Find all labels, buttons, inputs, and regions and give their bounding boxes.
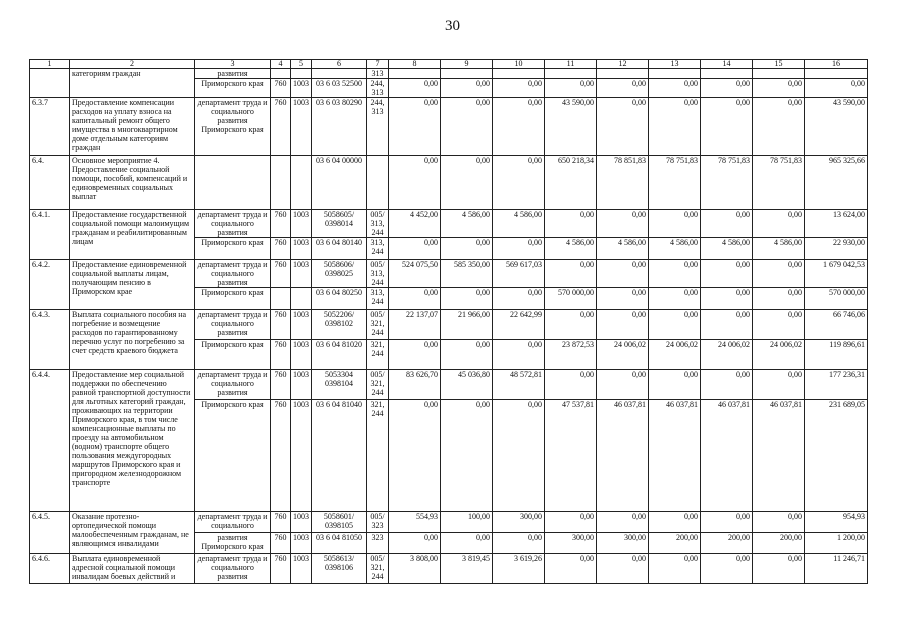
table-cell: [367, 156, 389, 210]
table-cell: 03 6 04 81020: [312, 340, 367, 370]
row-name-cell: Выплата единовременной адресной социальной помощи инвалидам боевых действий и: [70, 554, 195, 584]
row-number-cell: 6.4.1.: [30, 210, 70, 260]
table-cell: департамент труда и социального развития: [195, 260, 271, 288]
table-cell: 4 452,00: [389, 210, 441, 238]
table-cell: департамент труда и социального развития: [195, 310, 271, 340]
table-cell: 47 537,81: [545, 400, 597, 512]
table-cell: 554,93: [389, 512, 441, 533]
row-number-cell: 6.4.3.: [30, 310, 70, 370]
table-cell: 0,00: [389, 533, 441, 554]
column-header: 13: [649, 60, 701, 69]
table-cell: 23 872,53: [545, 340, 597, 370]
table-cell: Приморского края: [195, 238, 271, 260]
table-cell: 0,00: [441, 340, 493, 370]
table-cell: 0,00: [597, 288, 649, 310]
table-cell: 4 586,00: [545, 238, 597, 260]
table-cell: 0,00: [753, 98, 805, 156]
table-cell: 0,00: [701, 98, 753, 156]
table-cell: [312, 69, 367, 79]
table-cell: 1003: [291, 370, 312, 400]
table-cell: 323: [367, 533, 389, 554]
column-header: 14: [701, 60, 753, 69]
table-cell: 0,00: [441, 98, 493, 156]
table-cell: 0,00: [389, 98, 441, 156]
column-header: 2: [70, 60, 195, 69]
table-cell: 0,00: [545, 310, 597, 340]
table-cell: 0,00: [805, 79, 868, 98]
table-cell: 0,00: [649, 554, 701, 584]
table-cell: 0,00: [649, 288, 701, 310]
table-cell: [389, 69, 441, 79]
table-cell: 5058613/ 0398106: [312, 554, 367, 584]
column-header: 7: [367, 60, 389, 69]
row-name-cell: Предоставление мер социальной поддержки по обеспечению равной транспортной доступности для льготных категорий граждан, проживающих на территории Приморского края, в том числе компенсационные выплаты по проезду на автомобильном (водном) транспорте общего пользования междугородных маршрутов Приморского края и пригородном железнодорожном транспорте: [70, 370, 195, 512]
table-cell: 24 006,02: [649, 340, 701, 370]
column-header: 6: [312, 60, 367, 69]
table-cell: 03 6 04 81050: [312, 533, 367, 554]
row-number-cell: 6.4.5.: [30, 512, 70, 554]
table-cell: 1003: [291, 533, 312, 554]
table-cell: 4 586,00: [597, 238, 649, 260]
column-header: 1: [30, 60, 70, 69]
table-cell: [291, 288, 312, 310]
row-name-cell: категориям граждан: [70, 69, 195, 98]
table-cell: [597, 69, 649, 79]
row-number-cell: 6.4.6.: [30, 554, 70, 584]
table-row: [30, 210, 868, 238]
table-cell: 83 626,70: [389, 370, 441, 400]
table-cell: 24 006,02: [701, 340, 753, 370]
table-cell: 005/ 321, 244: [367, 554, 389, 584]
table-cell: 3 619,26: [493, 554, 545, 584]
table-cell: 24 006,02: [753, 340, 805, 370]
table-cell: 0,00: [597, 260, 649, 288]
column-header: 8: [389, 60, 441, 69]
table-cell: 5053304 0398104: [312, 370, 367, 400]
table-cell: 005/ 321, 244: [367, 310, 389, 340]
table-cell: 0,00: [545, 210, 597, 238]
table-cell: 0,00: [493, 288, 545, 310]
row-number-cell: 6.4.2.: [30, 260, 70, 310]
table-cell: 03 6 04 80250: [312, 288, 367, 310]
table-cell: департамент труда и социального: [195, 512, 271, 533]
column-header-row: [30, 60, 868, 69]
table-cell: 760: [271, 370, 291, 400]
table-cell: 965 325,66: [805, 156, 868, 210]
table-cell: [701, 69, 753, 79]
table-cell: 0,00: [649, 79, 701, 98]
table-row: [30, 370, 868, 400]
table-row: [30, 69, 868, 79]
table-cell: 0,00: [441, 533, 493, 554]
table-cell: 1 200,00: [805, 533, 868, 554]
table-cell: Приморского края: [195, 288, 271, 310]
table-cell: 0,00: [753, 210, 805, 238]
table-cell: 0,00: [441, 288, 493, 310]
table-cell: 200,00: [649, 533, 701, 554]
table-cell: 0,00: [493, 238, 545, 260]
table-cell: 1003: [291, 400, 312, 512]
table-cell: [195, 156, 271, 210]
table-cell: 100,00: [441, 512, 493, 533]
table-cell: 0,00: [545, 79, 597, 98]
table-row: [30, 98, 868, 156]
table-cell: 0,00: [493, 98, 545, 156]
row-number-cell: [30, 69, 70, 98]
table-cell: 1003: [291, 260, 312, 288]
row-number-cell: 6.3.7: [30, 98, 70, 156]
page-number: 30: [445, 18, 460, 34]
table-cell: 4 586,00: [649, 238, 701, 260]
table-cell: 46 037,81: [701, 400, 753, 512]
table-cell: 0,00: [441, 238, 493, 260]
table-cell: 0,00: [753, 370, 805, 400]
table-cell: 0,00: [389, 400, 441, 512]
table-cell: [271, 69, 291, 79]
table-cell: 524 075,50: [389, 260, 441, 288]
row-name-cell: Предоставление государственной социальной помощи малоимущим гражданам и реабилитированным лицам: [70, 210, 195, 260]
table-cell: 570 000,00: [545, 288, 597, 310]
table-cell: 11 246,71: [805, 554, 868, 584]
table-cell: [753, 69, 805, 79]
table-cell: 0,00: [649, 98, 701, 156]
table-cell: департамент труда и социального развития Приморского края: [195, 98, 271, 156]
table-cell: 760: [271, 554, 291, 584]
table-cell: 03 6 03 52500: [312, 79, 367, 98]
table-cell: [271, 156, 291, 210]
table-cell: 0,00: [597, 554, 649, 584]
row-name-cell: Выплата социального пособия на погребение и возмещение расходов по гарантированному перечню услуг по погребению за счет средств краевого бюджета: [70, 310, 195, 370]
table-cell: 0,00: [597, 310, 649, 340]
table-cell: 321, 244: [367, 340, 389, 370]
table-cell: 48 572,81: [493, 370, 545, 400]
table-cell: 0,00: [441, 156, 493, 210]
table-cell: 0,00: [753, 310, 805, 340]
table-cell: 0,00: [701, 210, 753, 238]
table-cell: 005/ 313, 244: [367, 210, 389, 238]
table-cell: 1003: [291, 238, 312, 260]
column-header: 16: [805, 60, 868, 69]
table-cell: развития Приморского края: [195, 533, 271, 554]
column-header: 11: [545, 60, 597, 69]
table-cell: 005/ 321, 244: [367, 370, 389, 400]
table-cell: 78 851,83: [597, 156, 649, 210]
table-cell: [805, 69, 868, 79]
table-cell: 24 006,02: [597, 340, 649, 370]
table-cell: 46 037,81: [649, 400, 701, 512]
table-cell: 3 808,00: [389, 554, 441, 584]
table-cell: департамент труда и социального развития: [195, 554, 271, 584]
table-cell: [271, 288, 291, 310]
table-cell: 0,00: [597, 210, 649, 238]
table-cell: 954,93: [805, 512, 868, 533]
table-cell: 650 218,34: [545, 156, 597, 210]
table-cell: 0,00: [701, 310, 753, 340]
table-cell: 300,00: [545, 533, 597, 554]
table-cell: 760: [271, 310, 291, 340]
table-cell: 3 819,45: [441, 554, 493, 584]
table-row: [30, 260, 868, 288]
table-cell: 66 746,06: [805, 310, 868, 340]
column-header: 5: [291, 60, 312, 69]
row-number-cell: 6.4.4.: [30, 370, 70, 512]
table-cell: 760: [271, 79, 291, 98]
budget-table: [29, 59, 868, 584]
table-row: [30, 554, 868, 584]
row-name-cell: Предоставление единовременной социальной выплаты лицам, получающим пенсию в Приморском крае: [70, 260, 195, 310]
table-cell: 0,00: [649, 370, 701, 400]
table-cell: 0,00: [389, 79, 441, 98]
table-cell: 0,00: [493, 533, 545, 554]
table-cell: 03 6 04 00000: [312, 156, 367, 210]
column-header: 3: [195, 60, 271, 69]
table-cell: 0,00: [597, 512, 649, 533]
column-header: 15: [753, 60, 805, 69]
table-cell: 231 689,05: [805, 400, 868, 512]
table-cell: 0,00: [649, 260, 701, 288]
table-cell: Приморского края: [195, 340, 271, 370]
row-name-cell: Оказание протезно-ортопедической помощи малообеспеченным гражданам, не являющимся инвалидами: [70, 512, 195, 554]
table-cell: 569 617,03: [493, 260, 545, 288]
table-cell: 13 624,00: [805, 210, 868, 238]
table-cell: 0,00: [701, 554, 753, 584]
table-cell: 760: [271, 512, 291, 533]
table-cell: 03 6 04 80140: [312, 238, 367, 260]
column-header: 10: [493, 60, 545, 69]
table-cell: 4 586,00: [441, 210, 493, 238]
table-cell: 1003: [291, 79, 312, 98]
table-cell: 1003: [291, 554, 312, 584]
table-cell: 0,00: [389, 156, 441, 210]
row-number-cell: 6.4.: [30, 156, 70, 210]
table-cell: 0,00: [493, 400, 545, 512]
table-cell: 22 137,07: [389, 310, 441, 340]
table-cell: 321, 244: [367, 400, 389, 512]
table-cell: 0,00: [597, 79, 649, 98]
row-name-cell: Предоставление компенсации расходов на уплату взноса на капитальный ремонт общего имущества в многоквартирном доме отдельным категориям граждан: [70, 98, 195, 156]
table-cell: 22 930,00: [805, 238, 868, 260]
table-cell: 760: [271, 238, 291, 260]
table-cell: 0,00: [545, 370, 597, 400]
column-header: 4: [271, 60, 291, 69]
table-cell: 0,00: [701, 260, 753, 288]
table-cell: 0,00: [493, 79, 545, 98]
table-cell: 0,00: [701, 79, 753, 98]
table-cell: 03 6 04 81040: [312, 400, 367, 512]
table-cell: 0,00: [753, 260, 805, 288]
table-cell: 0,00: [753, 554, 805, 584]
table-cell: 760: [271, 533, 291, 554]
table-cell: 0,00: [597, 370, 649, 400]
table-cell: 0,00: [701, 370, 753, 400]
table-cell: 313: [367, 69, 389, 79]
table-cell: 200,00: [753, 533, 805, 554]
column-header: 9: [441, 60, 493, 69]
table-cell: 1003: [291, 210, 312, 238]
table-cell: 585 350,00: [441, 260, 493, 288]
table-cell: 0,00: [545, 512, 597, 533]
table-cell: 0,00: [441, 400, 493, 512]
table-cell: 760: [271, 210, 291, 238]
table-cell: 0,00: [753, 79, 805, 98]
table-cell: 1003: [291, 512, 312, 533]
table-cell: 0,00: [441, 79, 493, 98]
table-cell: 313, 244: [367, 288, 389, 310]
table-cell: 43 590,00: [805, 98, 868, 156]
table-cell: 0,00: [389, 288, 441, 310]
table-cell: 0,00: [701, 288, 753, 310]
table-cell: 46 037,81: [597, 400, 649, 512]
table-cell: 5058606/ 0398025: [312, 260, 367, 288]
table-cell: 43 590,00: [545, 98, 597, 156]
table-cell: 005/ 313, 244: [367, 260, 389, 288]
table-cell: 22 642,99: [493, 310, 545, 340]
table-cell: 78 751,83: [701, 156, 753, 210]
row-name-cell: Основное мероприятие 4. Предоставление социальной помощи, пособий, компенсаций и единовременных социальных выплат: [70, 156, 195, 210]
table-cell: 760: [271, 260, 291, 288]
table-cell: департамент труда и социального развития: [195, 210, 271, 238]
table-cell: 760: [271, 400, 291, 512]
column-header: 12: [597, 60, 649, 69]
table-cell: 300,00: [493, 512, 545, 533]
table-cell: 0,00: [753, 288, 805, 310]
table-cell: 0,00: [649, 210, 701, 238]
table-cell: [649, 69, 701, 79]
table-cell: 244, 313: [367, 79, 389, 98]
table-cell: 0,00: [701, 512, 753, 533]
table-cell: 0,00: [753, 512, 805, 533]
table-cell: 005/ 323: [367, 512, 389, 533]
table-row: [30, 512, 868, 533]
table-cell: [291, 156, 312, 210]
table-cell: развития: [195, 69, 271, 79]
table-cell: 0,00: [389, 238, 441, 260]
table-cell: 1003: [291, 310, 312, 340]
table-cell: [493, 69, 545, 79]
table-cell: 570 000,00: [805, 288, 868, 310]
table-cell: 0,00: [389, 340, 441, 370]
table-cell: 1003: [291, 340, 312, 370]
table-cell: 244, 313: [367, 98, 389, 156]
table-row: [30, 310, 868, 340]
table-cell: 200,00: [701, 533, 753, 554]
table-cell: [291, 69, 312, 79]
table-cell: [545, 69, 597, 79]
table-cell: 0,00: [493, 156, 545, 210]
table-cell: Приморского края: [195, 79, 271, 98]
table-cell: 0,00: [545, 554, 597, 584]
table-cell: 119 896,61: [805, 340, 868, 370]
table-cell: 45 036,80: [441, 370, 493, 400]
table-cell: 760: [271, 340, 291, 370]
table-cell: 177 236,31: [805, 370, 868, 400]
table-cell: [441, 69, 493, 79]
table-cell: 1 679 042,53: [805, 260, 868, 288]
table-cell: 21 966,00: [441, 310, 493, 340]
table-cell: 300,00: [597, 533, 649, 554]
table-cell: 0,00: [493, 340, 545, 370]
table-cell: 4 586,00: [701, 238, 753, 260]
table-cell: 0,00: [545, 260, 597, 288]
table-cell: 03 6 03 80290: [312, 98, 367, 156]
table-cell: 0,00: [649, 512, 701, 533]
table-cell: 4 586,00: [753, 238, 805, 260]
table-cell: 5052206/ 0398102: [312, 310, 367, 340]
table-cell: 760: [271, 98, 291, 156]
table-cell: 78 751,83: [649, 156, 701, 210]
table-cell: 78 751,83: [753, 156, 805, 210]
table-cell: 46 037,81: [753, 400, 805, 512]
table-cell: 4 586,00: [493, 210, 545, 238]
table-cell: 1003: [291, 98, 312, 156]
table-row: [30, 156, 868, 210]
table-cell: департамент труда и социального развития: [195, 370, 271, 400]
table-cell: Приморского края: [195, 400, 271, 512]
table-cell: 313, 244: [367, 238, 389, 260]
table-cell: 0,00: [597, 98, 649, 156]
table-cell: 0,00: [649, 310, 701, 340]
table-cell: 5058601/ 0398105: [312, 512, 367, 533]
table-cell: 5058605/ 0398014: [312, 210, 367, 238]
